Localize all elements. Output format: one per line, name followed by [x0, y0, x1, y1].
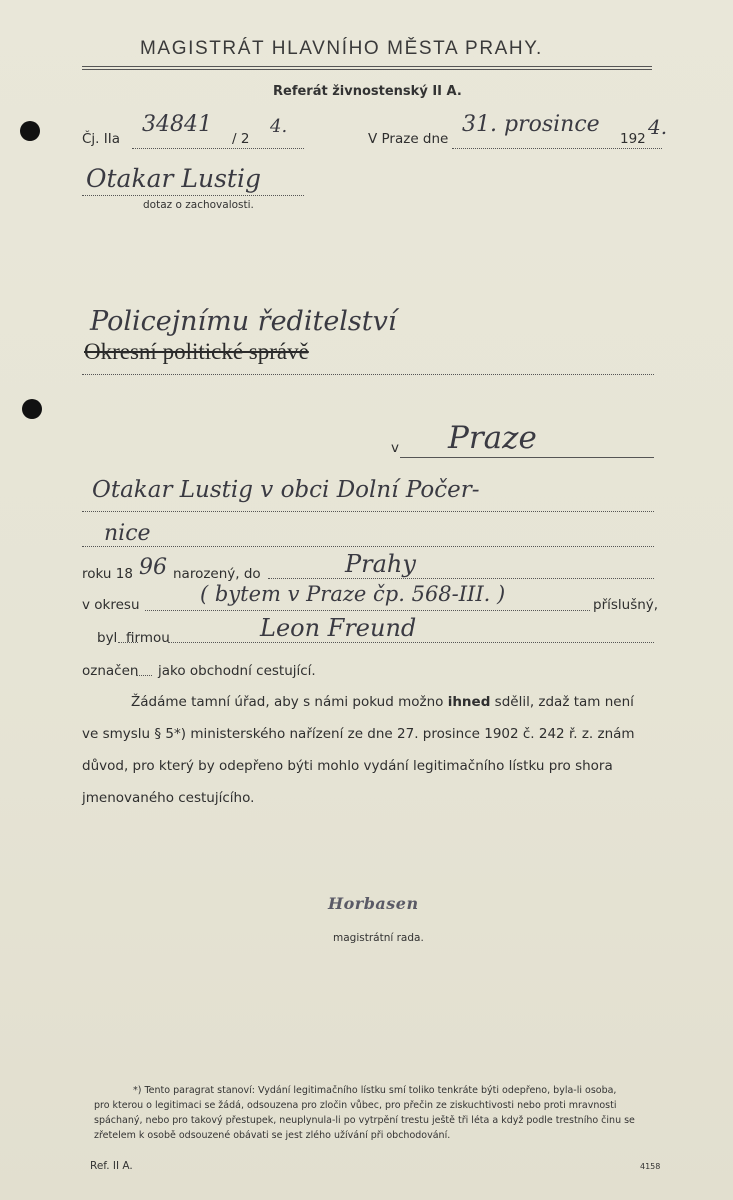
oznacen-label: označen [82, 663, 139, 679]
department-label: Referát živnostenský II A. [273, 84, 462, 99]
firm-dotted-line [168, 642, 654, 643]
cj-dotted-line [132, 148, 304, 149]
byl-label: byl [97, 630, 118, 646]
form-reference: Ref. II A. [90, 1160, 133, 1172]
subject-name: Otakar Lustig [86, 164, 261, 193]
footnote-line-4: zřetelem k osobě odsouzené obávati se jest zlého užívání při obchodování. [94, 1130, 451, 1141]
city-line [400, 457, 654, 458]
cj-label: Čj. IIa [82, 131, 120, 147]
form-dotted-line-1 [82, 511, 654, 512]
header-rule-2 [82, 69, 652, 70]
cj-separator: / 2 [232, 131, 250, 147]
punch-hole-bottom [22, 399, 42, 419]
subject-dotted-line [82, 195, 304, 196]
jako-label: jako obchodní cestující. [158, 663, 316, 679]
firmou-label: firmou [126, 630, 170, 646]
footnote-line-3: spáchaný, nebo pro takový přestupek, neuplynula-li po vytrpění trestu ještě tři léta a když podle trestního činu se [94, 1115, 635, 1126]
footnote-line-2: pro kterou o legitimaci se žádá, odsouzena pro zločin vůbec, pro přečin ze ziskuchtivosti nebo proti mravnosti [94, 1100, 617, 1111]
okres-label: v okresu [82, 597, 140, 613]
signature-stamp: Horbasen [328, 894, 419, 913]
v-label: v [391, 440, 399, 456]
cj-number: 34841 [142, 112, 212, 137]
city-handwritten: Praze [448, 420, 537, 456]
person-place-line2: nice [104, 521, 151, 546]
form-dotted-line-2 [82, 546, 654, 547]
oznacen-dotted-line [136, 675, 152, 676]
place-label: V Praze dne [368, 131, 449, 147]
date-dotted-line [452, 148, 662, 149]
addressee-handwritten: Policejnímu ředitelství [90, 306, 397, 337]
addressee-dotted-line [82, 374, 654, 375]
narozeny-label: narozený, do [173, 566, 261, 582]
footnote-line-1: *) Tento paragrat stanoví: Vydání legitimačního lístku smí toliko tenkráte býti odepřeno, byla-li osoba, [133, 1085, 617, 1096]
request-emphasis: ihned [447, 694, 491, 710]
birthplace-dotted-line [268, 578, 654, 579]
birth-year-handwritten: 96 [139, 555, 167, 580]
request-line-4: jmenovaného cestujícího. [82, 790, 255, 806]
header-rule [82, 66, 652, 67]
firm-handwritten: Leon Freund [260, 614, 417, 642]
subject-caption: dotaz o zachovalosti. [143, 199, 254, 211]
signatory-title: magistrátní rada. [333, 932, 424, 944]
request-line-1 [131, 694, 634, 710]
year-digit: 4. [648, 115, 668, 139]
request-line-1a: Žádáme tamní úřad, aby s námi pokud možno [131, 694, 444, 710]
residence-handwritten: ( bytem v Praze čp. 568-III. ) [200, 582, 506, 606]
request-line-3: důvod, pro který by odepřeno býti mohlo vydání legitimačního lístku pro shora [82, 758, 613, 774]
addressee-struck: Okresní politické správě [84, 339, 309, 364]
request-line-1b: sdělil, zdaž tam není [494, 694, 634, 710]
roku-label: roku 18 [82, 566, 133, 582]
request-line-2: ve smyslu § 5*) ministerského nařízení ze dne 27. prosince 1902 č. 242 ř. z. znám [82, 726, 635, 742]
year-prefix: 192 [620, 131, 646, 147]
okres-dotted-line [145, 610, 590, 611]
date-handwritten: 31. prosince [462, 112, 600, 137]
punch-hole-top [20, 121, 40, 141]
person-place-line1: Otakar Lustig v obci Dolní Počer- [92, 477, 480, 503]
form-code: 4158 [640, 1162, 661, 1171]
prislusny-label: příslušný, [593, 597, 659, 613]
birthplace-handwritten: Prahy [345, 550, 416, 578]
office-title: MAGISTRÁT HLAVNÍHO MĚSTA PRAHY. [140, 38, 543, 59]
cj-year-digit: 4. [270, 116, 288, 137]
